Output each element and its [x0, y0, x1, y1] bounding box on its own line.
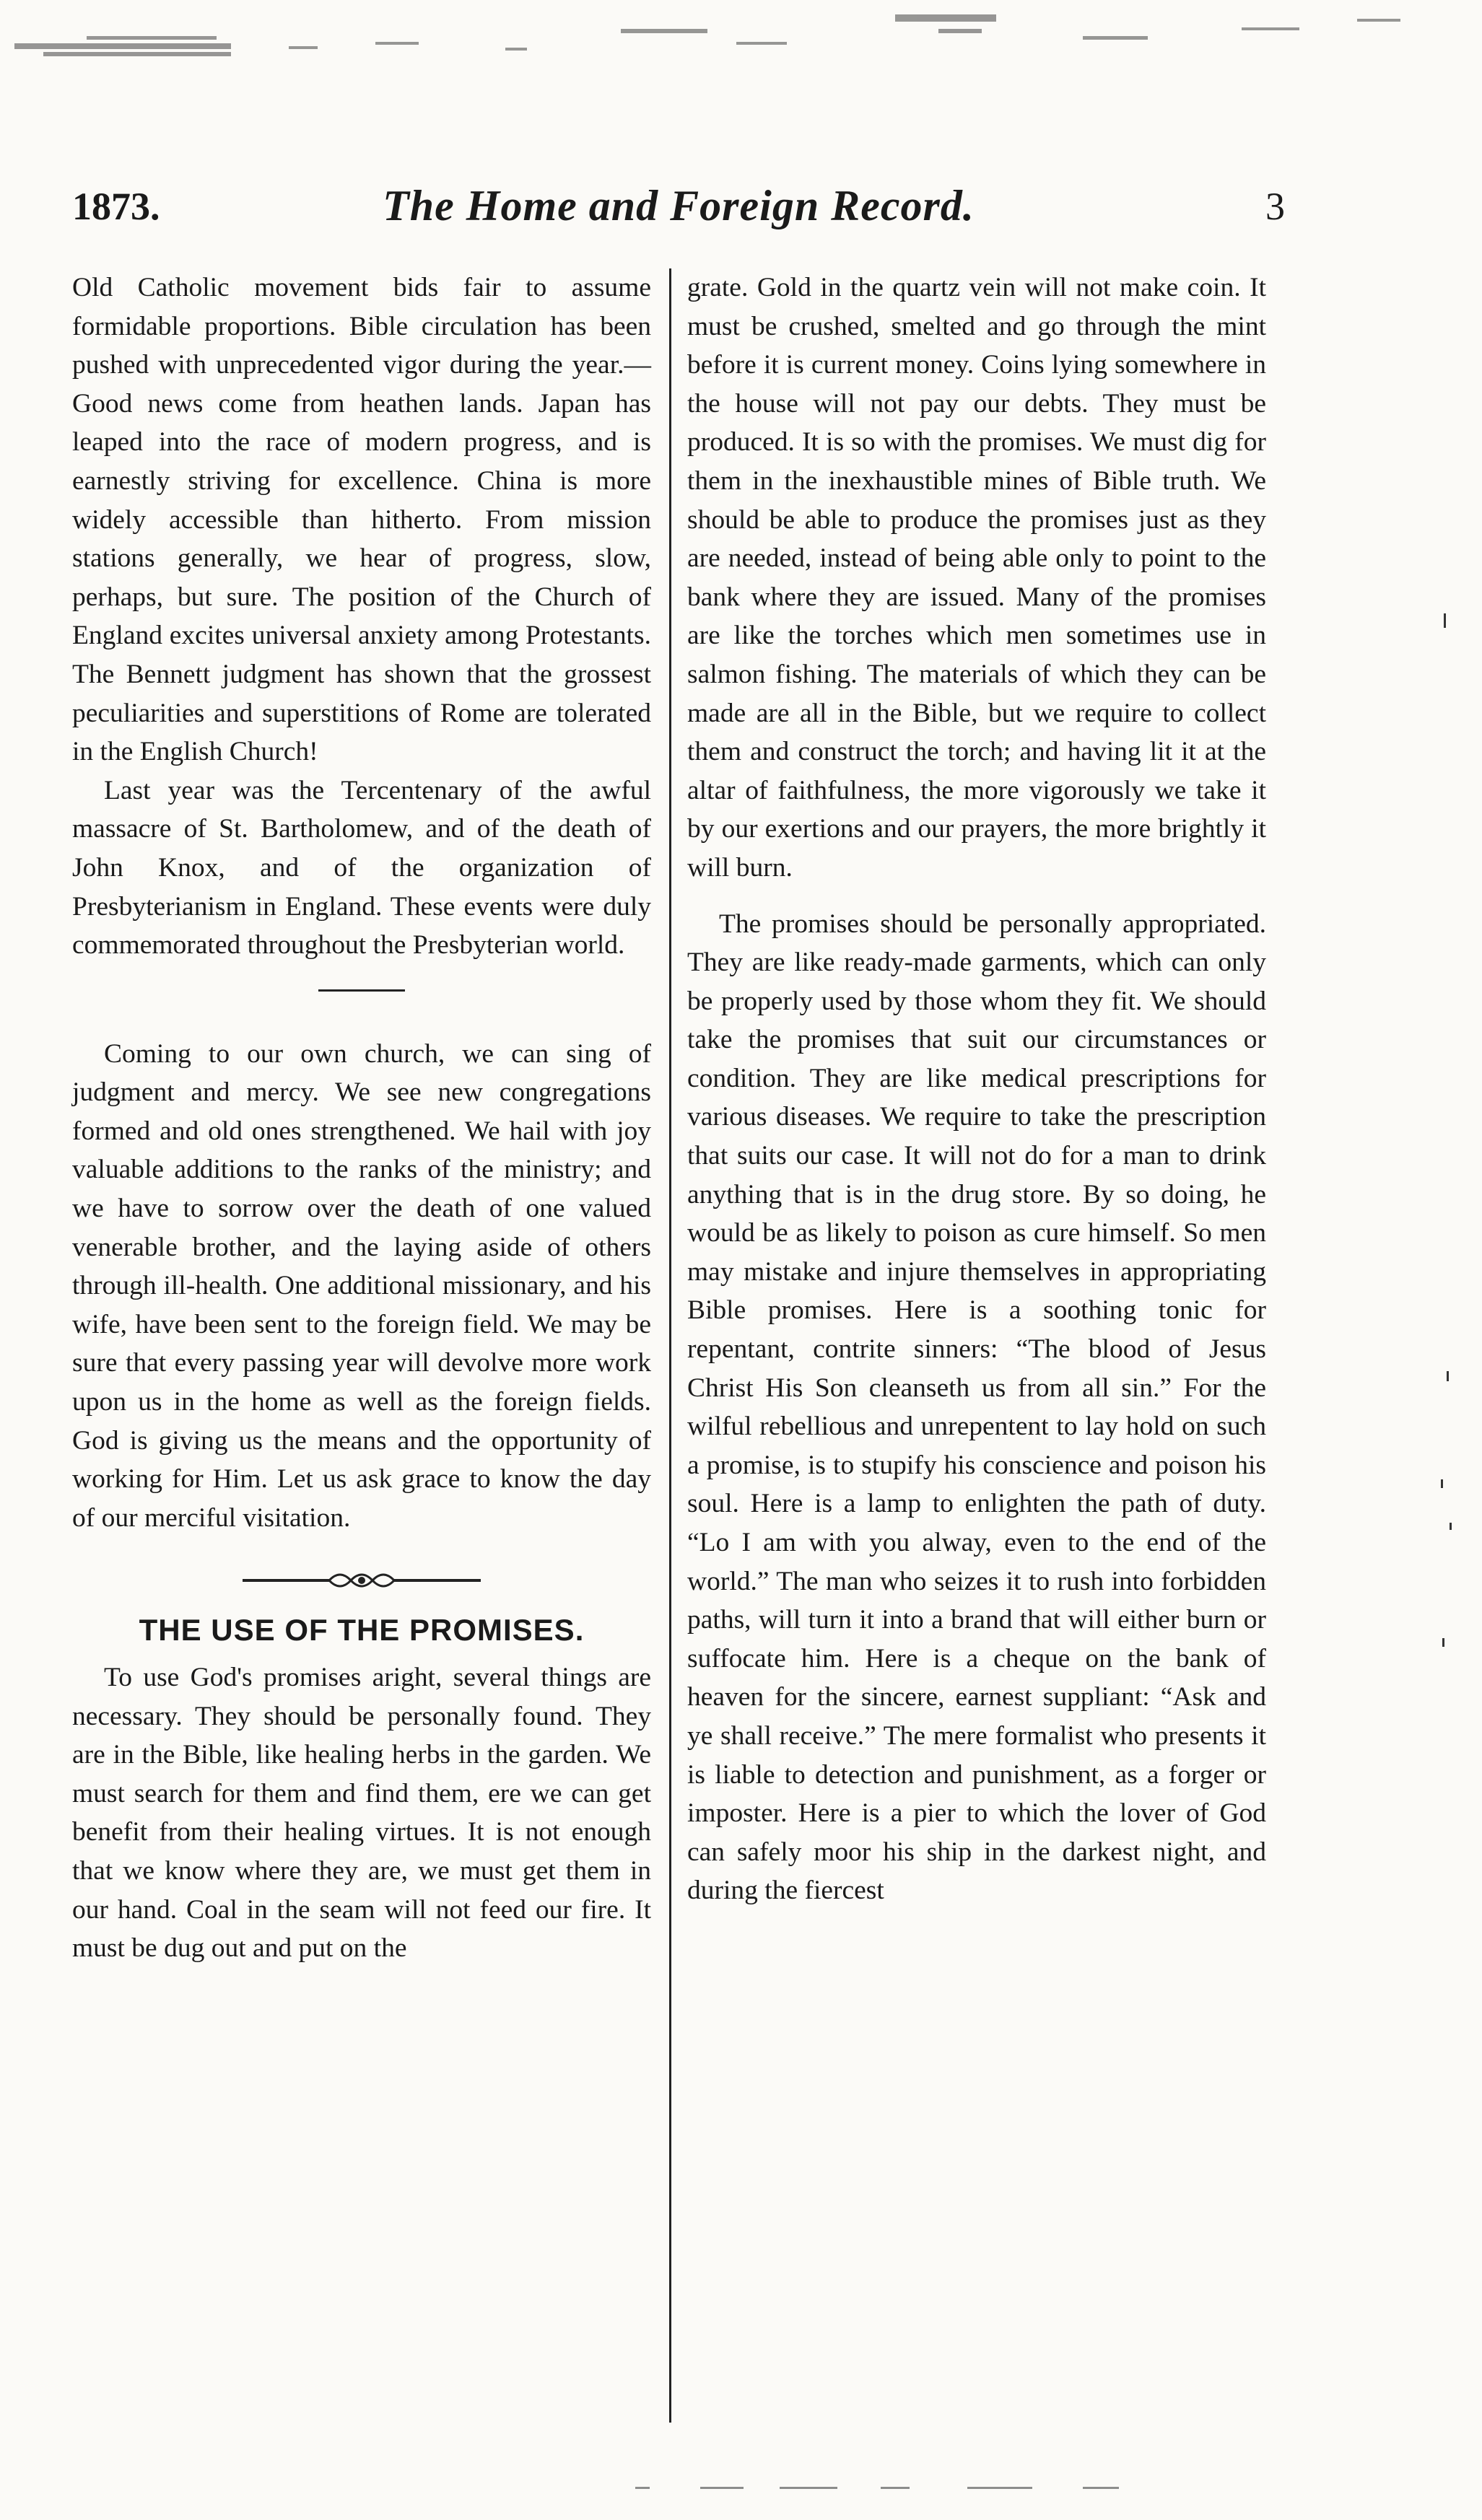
paragraph-gap [687, 888, 1266, 905]
right-column [687, 268, 1266, 1910]
header-year: 1873. [72, 185, 160, 228]
header-page-number: 3 [1265, 185, 1285, 228]
ornament-divider [243, 1566, 481, 1595]
running-header [72, 184, 1285, 242]
paragraph-old-catholic: Old Catholic movement bids fair to assume formidable proportions. Bible circulation has been pushed with unprecedented vigor during the year.—Good news come from heathen lands. Japan has leaped into the race of modern progress, and is earnestly striving for excellence. China is more widely accessible than hitherto. From mission stations generally, we hear of progress, slow, perhaps, but sure. The position of the Church of England excites universal anxiety among Protestants. The Bennett judgment has shown that the grossest peculiarities and superstitions of Rome are tolerated in the English Church! [72, 273, 651, 767]
header-title: The Home and Foreign Record. [383, 182, 975, 229]
section-title: THE USE OF THE PROMISES. [139, 1613, 585, 1648]
paragraph-gold-quartz: grate. Gold in the quartz vein will not make coin. It must be crushed, smelted and go through the mint before it is current money. Coins lying somewhere in the house will not pay our debts. They must be produced. It is so with the promises. We must dig for them in the inexhaustible mines of Bible truth. We should be able to produce the promises just as they are needed, instead of being able only to point to the bank where they are issued. Many of the promises are like the torches which men sometimes use in salmon fishing. The materials of which they can be made are all in the Bible, but we require to collect them and construct the torch; and having lit it at the altar of faithfulness, the more vigorously we take it by our exertions and our prayers, the more brightly it will burn. [687, 273, 1266, 883]
paragraph-tercentenary: Last year was the Tercentenary of the awful massacre of St. Bartholomew, and of the death of John Knox, and of the organization of Presbyterianism in England. These events were duly commemorated throughout the Presbyterian world. [72, 775, 651, 961]
paragraph-use-promises: To use God's promises aright, several things are necessary. They should be personally found. They are in the Bible, like healing herbs in the garden. We must search for them and find them, ere we can get benefit from their healing virtues. It is not enough that we know where they are, we must get them in our hand. Coal in the seam will not feed our fire. It must be dug out and put on the [72, 1663, 651, 1964]
paragraph-appropriated: The promises should be personally appropriated. They are like ready-made garments, which can only be properly used by those whom they fit. We should take the promises that suit our circumstances or condition. They are like medical prescriptions for various diseases. We require to take the prescription that suits our case. It will not do for a man to drink anything that is in the drug store. By so doing, he would be as likely to poison as cure himself. So men may mistake and injure themselves in appropriating Bible promises. Here is a soothing tonic for repentant, contrite sinners: “The blood of Jesus Christ His Son cleanseth us from all sin.” For the wilful rebellious and unrepentent to lay hold on such a promise, is to stupify his conscience and poison his soul. Here is a lamp to enlighten the path of duty. “Lo I am with you alway, even to the end of the world.” The man who seizes it to rush into forbidden paths, will turn it into a brand that will either burn or suffocate him. Here is a cheque on the bank of heaven for the sincere, earnest suppliant: “Ask and ye shall receive.” The mere formalist who presents it is liable to detection and punishment, as a forger or imposter. Here is a pier to which the lover of God can safely moor his ship in the darkest night, and during the fiercest [687, 909, 1266, 1906]
section-divider [318, 989, 405, 992]
left-column [72, 268, 651, 1968]
scan-noise-top [0, 0, 1482, 101]
scan-edge-marks [1437, 613, 1465, 1696]
column-rule [669, 268, 671, 2423]
scan-noise-bottom [635, 2482, 1141, 2494]
paragraph-own-church: Coming to our own church, we can sing of judgment and mercy. We see new congregations formed and old ones strengthened. We hail with joy valuable additions to the ranks of the ministry; and we have to sorrow over the death of one valued venerable brother, and the laying aside of others through ill-health. One additional missionary, and his wife, have been sent to the foreign field. We may be sure that every passing year will devolve more work upon us in the home as well as the foreign fields. God is giving us the means and the opportunity of working for Him. Let us ask grace to know the day of our merciful visitation. [72, 1038, 651, 1533]
